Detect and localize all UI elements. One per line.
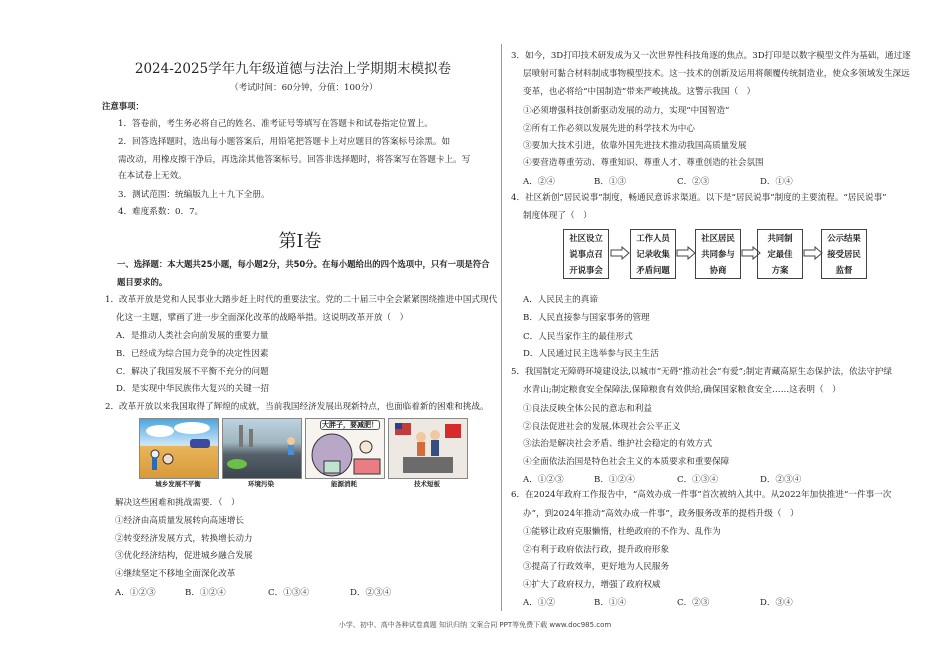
q3-stem: 层喷射可黏合材料制成事物模型技术。这一技术的创新及运用将颠覆传统制造业，使众多领域发生深远 [523,69,910,79]
cartoon-caption: 环境污染 [248,480,274,488]
flow-step: 社区居民 共同参与 协商 [695,229,741,279]
flow-step: 社区设立 说事点召 开说事会 [563,229,609,279]
q5-option: D．②③④ [760,475,802,485]
flow-step: 工作人员 记录收集 矛盾问题 [630,229,676,279]
q3-stem: 变革，也必将给“中国制造”带来严峻挑战。这警示我国（ ） [523,87,756,97]
flow-step: 公示结果 接受居民 监督 [821,229,867,279]
q4-option: B．人民直接参与国家事务的管理 [523,313,650,323]
q2-option: D．②③④ [350,588,392,598]
flow-arrow-icon [610,246,630,260]
cartoon-pollution [222,418,302,479]
q1-stem: 化这一主题，擘画了进一步全面深化改革的战略举措。这说明改革开放（ ） [116,313,409,323]
column-divider [501,44,502,611]
q6-item: ④扩大了政府权力，增强了政府权威 [523,580,661,590]
q3-option: A．②④ [523,177,555,187]
q2-option: C．①③④ [268,588,309,598]
q5-option: C．①③④ [677,475,718,485]
q6-item: ①能够让政府克服懒惰，杜绝政府的不作为、乱作为 [523,527,721,537]
q6-option: D．③④ [760,598,793,608]
q2-option: A．①②③ [115,588,156,598]
q5-option: B．①②④ [594,475,635,485]
q6-option: C．②③ [677,598,710,608]
flow-arrow-icon [676,246,696,260]
flow-arrow-icon [803,246,823,260]
q3-stem: 3．如今，3D打印技术研发成为又一次世界性科技角逐的焦点。3D打印是以数字模型文件为基础，通过逐 [511,51,911,61]
q3-item: ①必须增强科技创新驱动发展的动力，实现“中国智造” [523,106,730,116]
q2-item: ②转变经济发展方式，转换增长动力 [115,534,253,544]
q4-stem: 制度体现了（ ） [523,211,592,221]
cartoon-urban-rural [139,418,219,479]
q2-option: B．①②④ [185,588,226,598]
cartoon-caption: 城乡发展不平衡 [155,480,201,488]
q5-item: ③法治是解决社会矛盾、维护社会稳定的有效方式 [523,439,713,449]
footer-link[interactable]: 小学、初中、高中各种试卷真题 知识归纳 文案合同 PPT等免费下载 www.doc985.com [338,621,612,629]
q1-option: C．解决了我国发展不平衡不充分的问题 [116,367,269,377]
note-line: 2．回答选择题时，选出每小题答案后，用铅笔把答题卡上对应题目的答案标号涂黑。如 [118,137,451,147]
q5-stem: 水青山;制定粮食安全保障法,保障粮食有效供给,确保国家粮食安全……这表明（ ） [523,385,841,395]
q2-stem: 2．改革开放以来我国取得了辉煌的成就，当前我国经济发展出现新特点，也面临着新的困难和挑战。 [105,402,489,412]
q1-option: B．已经成为综合国力竞争的决定性因素 [116,349,269,359]
q3-option: D．①④ [760,177,793,187]
q3-item: ②所有工作必须以发展先进的科学技术为中心 [523,124,695,134]
q6-stem: 6．在2024年政府工作报告中，“高效办成一件事”首次被纳入其中。从2022年加快推进“一件事一次 [511,490,892,500]
q3-item: ③要加大技术引进，依靠外国先进技术推动我国高质量发展 [523,141,747,151]
flow-step: 共同制 定最佳 方案 [757,229,803,279]
cartoon-speech-bubble: 大胖子，要减肥！ [322,421,378,429]
note-line: 在本试卷上无效。 [118,171,187,181]
note-line: 需改动，用橡皮擦干净后，再选涂其他答案标号。回答非选择题时，将答案写在答题卡上。写 [118,155,471,165]
section-heading: 一、选择题：本大题共25小题，每小题2分，共50分。在每小题给出的四个选项中，只有一项是符合 [117,259,490,269]
q4-option: C．人民当家作主的最佳形式 [523,332,633,342]
q2-item: ①经济由高质量发展转向高速增长 [115,516,244,526]
q1-option: A．是推动人类社会向前发展的重要力量 [116,331,269,341]
q2-question: 解决这些困难和挑战需要．（ ） [115,498,240,508]
q4-stem: 4．社区新创“居民说事”制度，畅通民意诉求渠道。以下是“居民说事”制度的主要流程。“居民说事” [511,193,887,203]
q6-stem: 办”，到2024年推动“高效办成一件事”，政务服务改革的提档升级（ ） [523,509,799,519]
cartoon-caption: 能源消耗 [331,480,357,488]
q2-item: ④继续坚定不移地全面深化改革 [115,569,236,579]
q5-item: ①良法反映全体公民的意志和利益 [523,404,652,414]
cartoon-energy [305,418,385,479]
q2-item: ③优化经济结构，促进城乡融合发展 [115,551,253,561]
q3-item: ④要营造尊重劳动、尊重知识、尊重人才、尊重创造的社会氛围 [523,158,764,168]
q3-option: C．②③ [677,177,710,187]
q5-option: A．①②③ [523,475,564,485]
note-line: 4．难度系数：0．7。 [118,207,204,217]
section-heading: 题目要求的。 [117,277,168,287]
cartoon-caption: 技术短板 [414,480,440,488]
note-line: 1．答卷前，考生务必将自己的姓名、准考证号等填写在答题卡和试卷指定位置上。 [118,119,433,129]
note-line: 3．测试范围：统编版九上＋九下全册。 [118,190,270,200]
q3-option: B．①③ [594,177,627,187]
q6-item: ③提高了行政效率，更好地为人民服务 [523,562,670,572]
q1-option: D．是实现中华民族伟大复兴的关键一招 [116,384,269,394]
exam-subtitle: （考试时间：60分钟，分值：100分） [230,83,378,93]
q6-option: B．①④ [594,598,627,608]
q6-option: A．①② [523,598,555,608]
notes-heading: 注意事项： [102,101,144,111]
q1-stem: 1．改革开放是党和人民事业大踏步赶上时代的重要法宝。党的二十届三中全会紧紧围绕推进中国式现代 [105,295,498,305]
q5-stem: 5．我国制定无障碍环境建设法,以城市“无碍”推动社会“有爱”;制定青藏高原生态保护法，依法守护绿 [511,367,893,377]
q6-item: ②有利于政府依法行政，提升政府形象 [523,545,670,555]
part-title: 第Ⅰ卷 [278,231,322,252]
exam-title: 2024-2025学年九年级道德与法治上学期期末模拟卷 [134,61,452,77]
q4-option: D．人民通过民主选举参与民主生活 [523,349,659,359]
q5-item: ②良法促进社会的发展,体现社会公平正义 [523,422,681,432]
q5-item: ④全面依法治国是特色社会主义的本质要求和重要保障 [523,457,730,467]
cartoon-technology [388,418,468,479]
q4-option: A．人民民主的真谛 [523,295,598,305]
